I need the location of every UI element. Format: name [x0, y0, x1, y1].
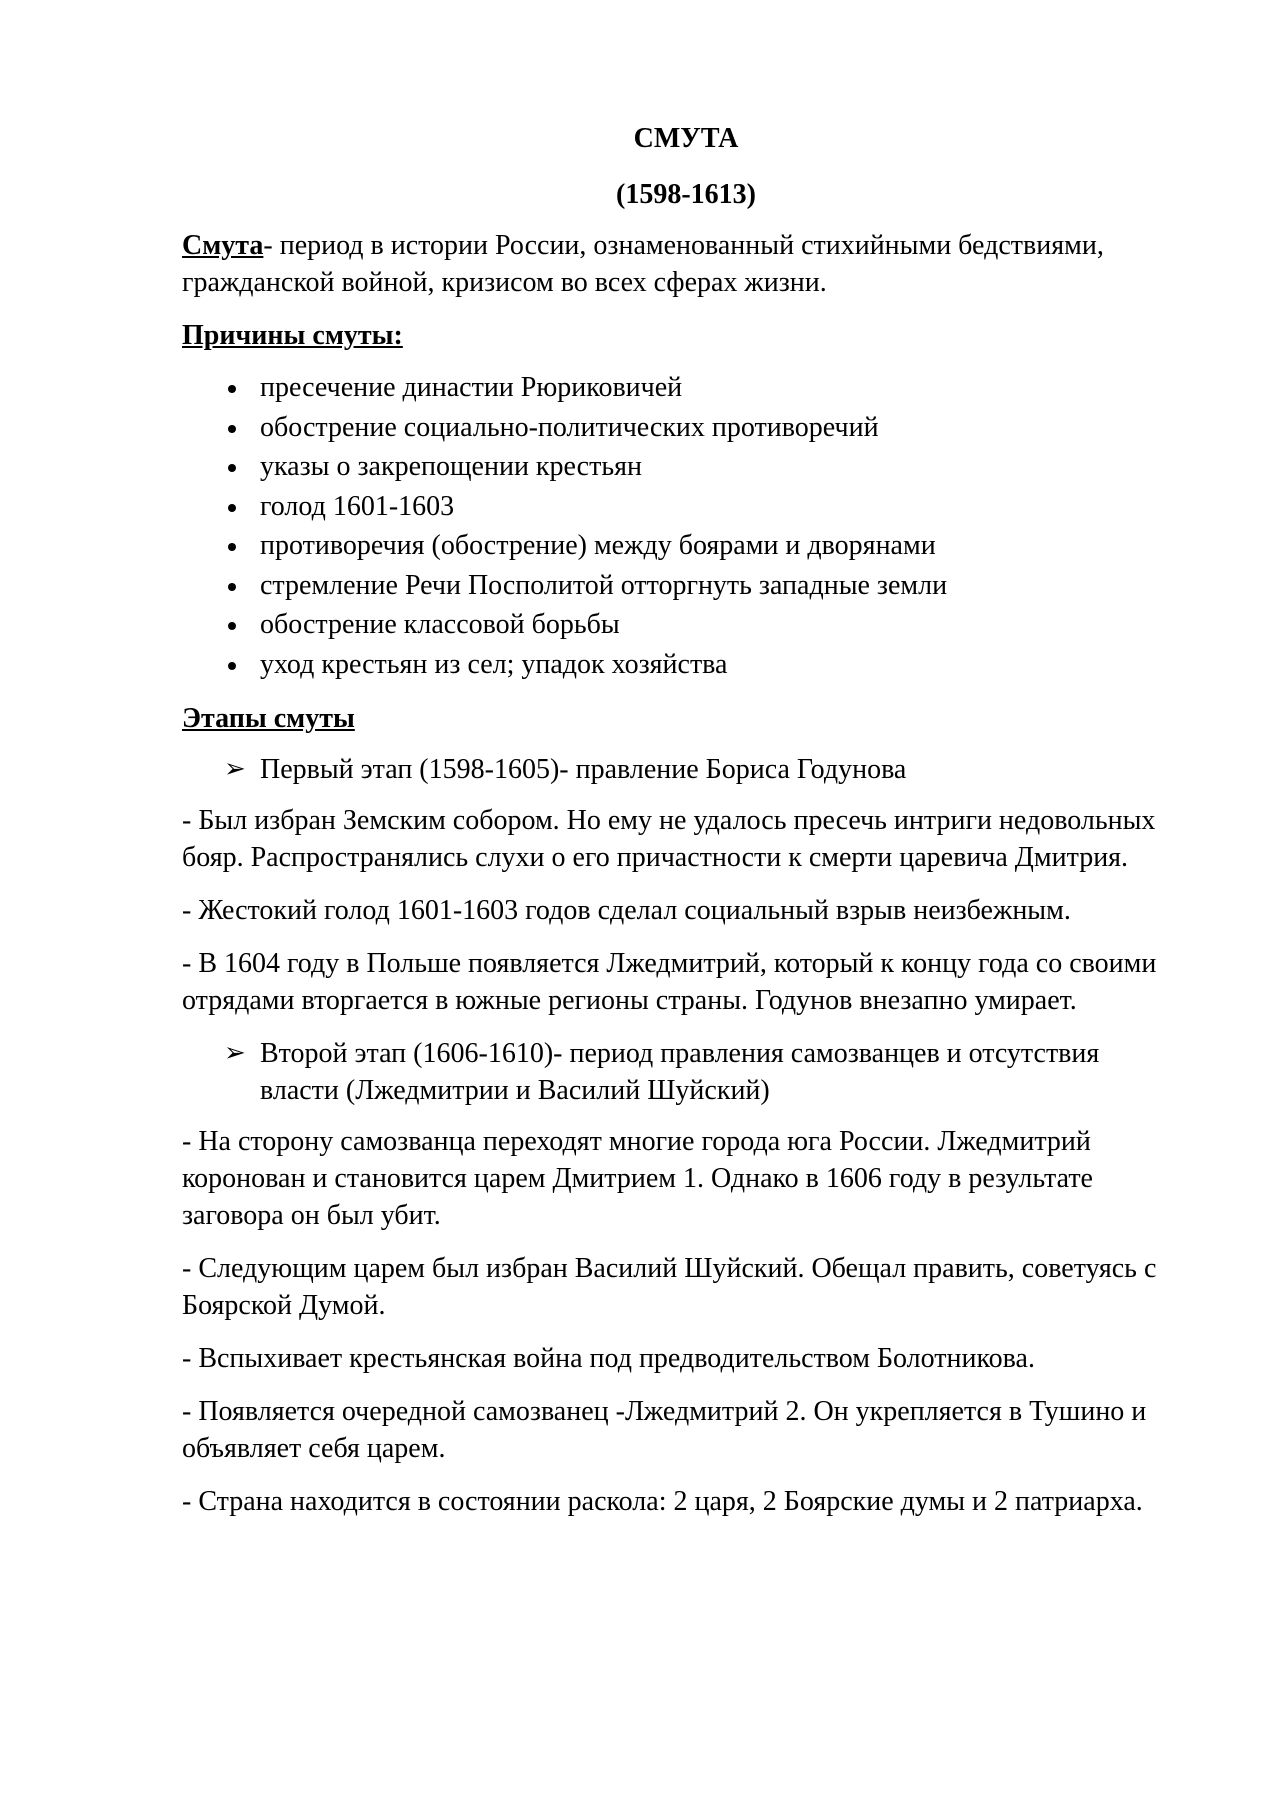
arrow-bullet-icon: ➢	[224, 754, 246, 784]
causes-heading: Причины смуты:	[182, 320, 403, 351]
list-item	[182, 645, 1180, 685]
stage-second-paragraph: - Следующим царем был избран Василий Шуйский. Обещал править, советуясь с Боярской Думой.	[182, 1253, 1157, 1321]
list-item	[182, 368, 1180, 408]
stage-first-paragraph: - В 1604 году в Польше появляется Лжедмитрий, который к концу года со своими отрядами вторгается в южные регионы страны. Годунов внезапно умирает.	[182, 948, 1157, 1016]
list-item-text: обострение классовой борьбы	[260, 609, 620, 640]
list-item-text: уход крестьян из сел; упадок хозяйства	[260, 648, 728, 680]
bullet-icon	[228, 425, 236, 433]
list-item	[182, 526, 1180, 566]
stage-second-paragraph: - На сторону самозванца переходят многие города юга России. Лжедмитрий коронован и становится царем Дмитрием 1. Однако в 1606 году в результате заговора он был убит.	[182, 1126, 1093, 1231]
list-item-text: стремление Речи Посполитой отторгнуть западные земли	[260, 569, 948, 601]
stage-second-paragraph: - Страна находится в состоянии раскола: 2 царя, 2 Боярские думы и 2 патриарха.	[182, 1486, 1143, 1517]
list-item	[182, 447, 1180, 487]
stage-first-title-text: Первый этап (1598-1605)- правление Бориса Годунова	[260, 754, 907, 785]
stage-first-paragraph: - Был избран Земским собором. Но ему не удалось пресечь интриги недовольных бояр. Распространялись слухи о его причастности к смерти царевича Дмитрия.	[182, 805, 1156, 873]
list-item	[182, 487, 1180, 527]
stage-first-title	[182, 751, 1180, 788]
list-item	[182, 605, 1180, 645]
bullet-icon	[228, 583, 236, 591]
list-item-text: указы о закрепощении крестьян	[260, 451, 642, 482]
list-item-text: пресечение династии Рюриковичей	[260, 372, 683, 403]
bullet-icon	[228, 662, 236, 670]
stages-heading: Этапы смуты	[182, 703, 355, 734]
definition-text: - период в истории России, ознаменованный стихийными бедствиями, гражданской войной, кризисом во всех сферах жизни.	[182, 230, 1104, 298]
stage-second-title-text: Второй этап (1606-1610)- период правления самозванцев и отсутствия власти (Лжедмитрии и Василий Шуйский)	[260, 1038, 1100, 1106]
bullet-icon	[228, 464, 236, 472]
stage-second-paragraph: - Появляется очередной самозванец -Лжедмитрий 2. Он укрепляется в Тушино и объявляет себя царем.	[182, 1396, 1147, 1464]
bullet-icon	[228, 622, 236, 630]
bullet-icon	[228, 385, 236, 393]
definition-term: Смута	[182, 230, 264, 261]
stage-second-paragraph: - Вспыхивает крестьянская война под предводительством Болотникова.	[182, 1343, 1035, 1374]
list-item-text: обострение социально-политических противоречий	[260, 411, 879, 443]
bullet-icon	[228, 543, 236, 551]
definition-paragraph	[182, 227, 1180, 301]
list-item	[182, 408, 1180, 448]
stage-second-title	[182, 1035, 1180, 1109]
bullet-icon	[228, 504, 236, 512]
arrow-bullet-icon: ➢	[224, 1038, 246, 1068]
list-item	[182, 566, 1180, 606]
list-item-text: противоречия (обострение) между боярами и дворянами	[260, 530, 936, 561]
causes-list	[182, 368, 1180, 684]
document-years: (1598-1613)	[616, 179, 756, 210]
list-item-text: голод 1601-1603	[260, 490, 455, 522]
document-title: СМУТА	[633, 123, 739, 154]
stage-first-paragraph: - Жестокий голод 1601-1603 годов сделал социальный взрыв неизбежным.	[182, 895, 1071, 926]
